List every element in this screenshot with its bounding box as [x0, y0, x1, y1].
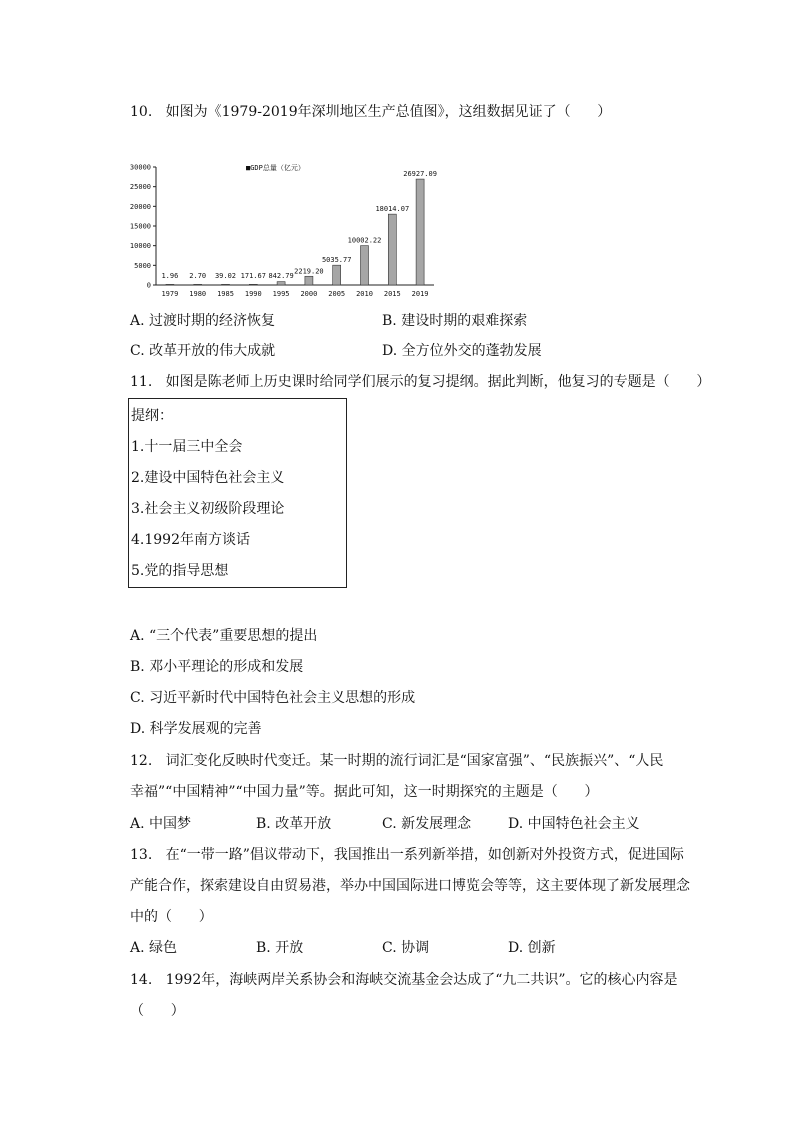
q10-stem: 10. 如图为《1979-2019年深圳地区生产总值图》，这组数据见证了（ ） — [130, 104, 612, 120]
x-tick-label: 1979 — [161, 290, 179, 298]
q12-option-b[interactable]: B. 改革开放 — [256, 816, 332, 832]
q13-option-b[interactable]: B. 开放 — [256, 940, 304, 956]
q10-option-a[interactable]: A. 过渡时期的经济恢复 — [130, 313, 276, 329]
data-label: 842.79 — [268, 272, 294, 280]
data-label: 18014.07 — [375, 205, 410, 214]
q13-option-a[interactable]: A. 绿色 — [130, 940, 178, 956]
bar-1990 — [249, 284, 257, 285]
outline-item: 2.建设中国特色社会主义 — [131, 470, 285, 486]
outline-item: 5.党的指导思想 — [131, 563, 229, 579]
data-label: 2219.20 — [294, 267, 324, 276]
x-tick-label: 1995 — [272, 290, 290, 298]
q13-option-c[interactable]: C. 协调 — [382, 940, 430, 956]
bar-1980 — [194, 284, 202, 285]
outline-title: 提纲： — [131, 408, 173, 424]
bar-2010 — [361, 246, 369, 285]
q10-option-b[interactable]: B. 建设时期的艰难探索 — [382, 313, 528, 329]
gdp-bar-chart — [128, 160, 448, 300]
q12-stem-line2: 幸福”“中国精神”“中国力量”等。据此可知，这一时期探究的主题是（ ） — [130, 784, 599, 800]
data-label: 39.02 — [214, 272, 237, 280]
y-tick-label: 25000 — [129, 183, 151, 192]
bar-2015 — [388, 214, 396, 285]
q11-option-b[interactable]: B. 邓小平理论的形成和发展 — [130, 659, 304, 675]
bar-2000 — [305, 276, 313, 285]
q11-option-d[interactable]: D. 科学发展观的完善 — [130, 721, 262, 737]
data-label: 171.67 — [240, 272, 266, 280]
y-tick-label: 10000 — [129, 242, 151, 251]
q12-option-a[interactable]: A. 中国梦 — [130, 816, 192, 832]
y-tick-label: 30000 — [129, 163, 151, 172]
q13-stem-line2: 产能合作，探索建设自由贸易港，举办中国国际进口博览会等等，这主要体现了新发展理念 — [130, 878, 690, 894]
data-label: 10002.22 — [347, 236, 382, 245]
y-tick-label: 20000 — [129, 202, 151, 211]
x-tick-label: 1980 — [189, 290, 207, 298]
q11-option-a[interactable]: A. “三个代表”重要思想的提出 — [130, 628, 318, 644]
outline-item: 3.社会主义初级阶段理论 — [131, 501, 285, 517]
data-label: 26927.09 — [403, 170, 437, 179]
q12-option-d[interactable]: D. 中国特色社会主义 — [508, 816, 640, 832]
y-tick-label: 0 — [146, 281, 151, 290]
q10-option-c[interactable]: C. 改革开放的伟大成就 — [130, 343, 276, 359]
q13-stem-line3: 中的（ ） — [130, 909, 213, 925]
q12-stem-line1: 12. 词汇变化反映时代变迁。某一时期的流行词汇是“国家富强”、“民族振兴”、“人民 — [130, 753, 664, 769]
bar-2019 — [416, 179, 424, 285]
x-tick-label: 1985 — [217, 290, 234, 298]
q14-stem-line2: （ ） — [130, 1003, 185, 1019]
outline-item: 1.十一届三中全会 — [131, 439, 243, 455]
x-tick-label: 2010 — [356, 290, 373, 298]
q11-stem: 11. 如图是陈老师上历史课时给同学们展示的复习提纲。据此判断，他复习的专题是（ ） — [130, 374, 711, 390]
x-tick-label: 2000 — [300, 290, 318, 298]
y-tick-label: 15000 — [129, 222, 151, 231]
q10-option-d[interactable]: D. 全方位外交的蓬勃发展 — [382, 343, 542, 359]
q11-option-c[interactable]: C. 习近平新时代中国特色社会主义思想的形成 — [130, 690, 416, 706]
bar-2005 — [333, 265, 341, 285]
data-label: 1.96 — [161, 272, 179, 280]
q13-option-d[interactable]: D. 创新 — [508, 940, 556, 956]
review-outline-box — [128, 398, 347, 588]
x-tick-label: 2005 — [328, 290, 346, 298]
x-tick-label: 2019 — [411, 290, 429, 298]
bar-1995 — [277, 282, 285, 285]
q13-stem-line1: 13. 在“一带一路”倡议带动下，我国推出一系列新举措，如创新对外投资方式，促进国际 — [130, 847, 684, 863]
chart-legend: ■GDP总量（亿元） — [246, 164, 305, 172]
bar-1979 — [166, 284, 174, 285]
q14-stem-line1: 14. 1992年，海峡两岸关系协会和海峡交流基金会达成了“九二共识”。它的核心内容是 — [130, 972, 678, 988]
x-tick-label: 2015 — [383, 290, 401, 298]
y-tick-label: 5000 — [134, 261, 151, 270]
data-label: 5035.77 — [321, 256, 352, 265]
q12-option-c[interactable]: C. 新发展理念 — [382, 816, 472, 832]
data-label: 2.70 — [189, 272, 207, 280]
bar-1985 — [222, 284, 230, 285]
x-tick-label: 1990 — [244, 290, 262, 298]
outline-item: 4.1992年南方谈话 — [131, 532, 250, 548]
